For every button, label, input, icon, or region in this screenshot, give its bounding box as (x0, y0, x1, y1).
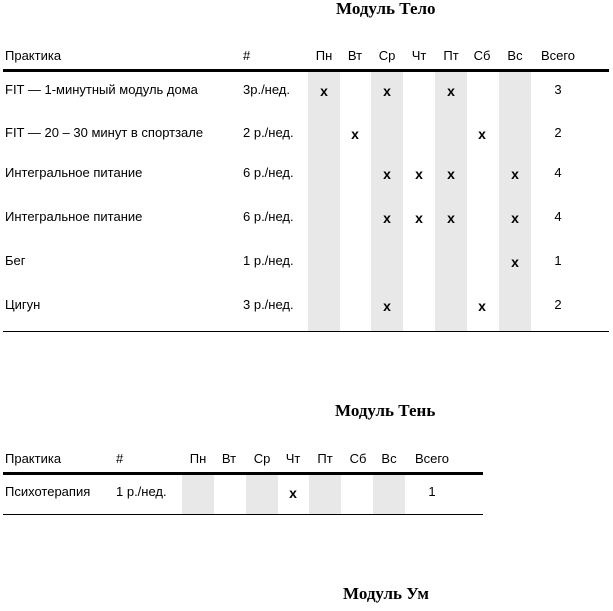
shaded-column (435, 71, 467, 331)
row-total: 1 (428, 484, 436, 499)
day-mark: x (351, 126, 359, 142)
header-day-4: Пт (317, 451, 333, 466)
day-mark: x (415, 166, 423, 182)
row-total: 4 (554, 209, 562, 224)
header-day-3: Чт (411, 48, 427, 63)
shaded-column (182, 474, 214, 514)
day-mark: x (511, 210, 519, 226)
header-day-2: Ср (253, 451, 271, 466)
day-mark: x (478, 298, 486, 314)
day-mark: x (415, 210, 423, 226)
day-mark: x (447, 210, 455, 226)
header-day-5: Сб (473, 48, 491, 63)
day-mark: x (289, 485, 297, 501)
day-mark: x (447, 83, 455, 99)
shaded-column (308, 71, 340, 331)
header-total: Всего (540, 48, 576, 63)
header-day-5: Сб (349, 451, 367, 466)
row-total: 4 (554, 165, 562, 180)
row-practice: Интегральное питание (5, 165, 143, 180)
header-practice: Практика (5, 48, 62, 63)
header-day-1: Вт (347, 48, 363, 63)
row-total: 3 (554, 82, 562, 97)
shaded-column (246, 474, 278, 514)
row-practice: FIT — 20 – 30 минут в спортзале (5, 125, 204, 140)
row-frequency: 1 р./нед. (243, 253, 294, 268)
row-frequency: 2 р./нед. (243, 125, 294, 140)
header-day-1: Вт (221, 451, 237, 466)
row-practice: FIT — 1-минутный модуль дома (5, 82, 198, 97)
header-day-2: Ср (378, 48, 396, 63)
header-frequency: # (243, 48, 251, 63)
header-total: Всего (414, 451, 450, 466)
header-day-6: Вс (507, 48, 523, 63)
row-frequency: 1 р./нед. (116, 484, 167, 499)
day-mark: x (383, 210, 391, 226)
header-frequency: # (116, 451, 124, 466)
row-frequency: 6 р./нед. (243, 209, 294, 224)
row-frequency: 3 р./нед. (243, 297, 294, 312)
header-day-3: Чт (285, 451, 301, 466)
day-mark: x (511, 254, 519, 270)
header-day-0: Пн (315, 48, 333, 63)
shaded-column (373, 474, 405, 514)
row-total: 1 (554, 253, 562, 268)
day-mark: x (320, 83, 328, 99)
mind-module-title: Модуль Ум (343, 584, 429, 603)
day-mark: x (383, 83, 391, 99)
bottom-rule (3, 514, 483, 515)
header-rule (3, 472, 483, 475)
day-mark: x (447, 166, 455, 182)
header-practice: Практика (5, 451, 62, 466)
day-mark: x (511, 166, 519, 182)
day-mark: x (383, 298, 391, 314)
day-mark: x (478, 126, 486, 142)
shaded-column (309, 474, 341, 514)
row-frequency: 6 р./нед. (243, 165, 294, 180)
bottom-rule (3, 331, 609, 332)
row-frequency: 3р./нед. (243, 82, 291, 97)
header-day-6: Вс (381, 451, 397, 466)
day-mark: x (383, 166, 391, 182)
header-day-0: Пн (189, 451, 207, 466)
shadow-module-title: Модуль Тень (335, 401, 436, 420)
row-practice: Интегральное питание (5, 209, 143, 224)
header-day-4: Пт (443, 48, 459, 63)
row-total: 2 (554, 125, 562, 140)
shaded-column (371, 71, 403, 331)
row-practice: Цигун (5, 297, 41, 312)
row-practice: Бег (5, 253, 26, 268)
shaded-column (499, 71, 531, 331)
header-rule (3, 69, 609, 72)
row-total: 2 (554, 297, 562, 312)
row-practice: Психотерапия (5, 484, 91, 499)
body-module-title: Модуль Тело (336, 0, 436, 18)
